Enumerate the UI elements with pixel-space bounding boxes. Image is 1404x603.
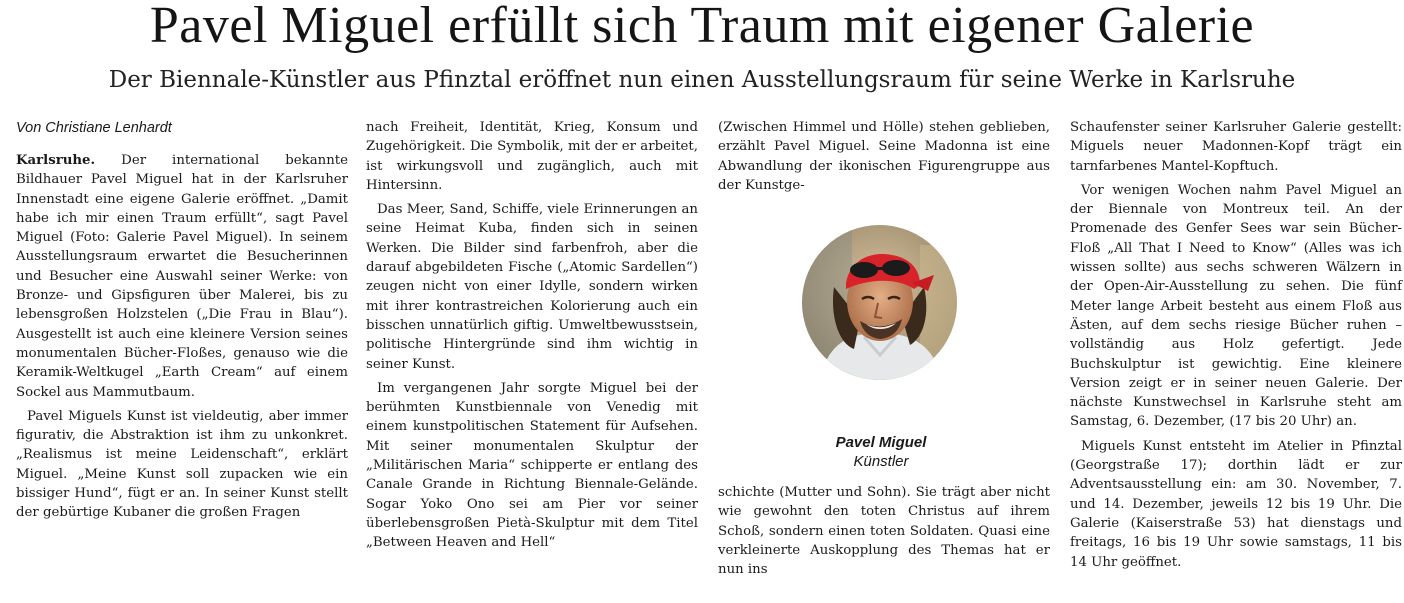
article-column-2 <box>366 118 698 553</box>
caption-name: Pavel Miguel <box>835 434 927 451</box>
photo-caption <box>770 433 992 471</box>
byline: Von Christiane Lenhardt <box>16 120 172 136</box>
article-column-1 <box>16 118 348 523</box>
paragraph: schichte (Mutter und Sohn). Sie trägt aber nicht wie gewohnt den toten Christus auf ihrem Schoß, sondern einen toten Soldaten. Quasi eine verkleinerte Auskopplung des Themas hat er nun ins <box>718 485 1050 578</box>
subheadline: Der Biennale-Künstler aus Pfinztal eröffnet nun einen Ausstellungsraum für seine Werke in Karlsruhe <box>108 67 1296 93</box>
article-column-4 <box>1070 118 1402 572</box>
paragraph: nach Freiheit, Identität, Krieg, Konsum und Zugehörigkeit. Die Symbolik, mit der er arbeitet, ist wirkungsvoll und zugänglich, auch mit Hintersinn. <box>366 120 698 193</box>
portrait-illustration <box>802 225 957 380</box>
paragraph: Miguels Kunst entsteht im Atelier in Pfinztal (Georgstraße 17); dorthin lädt er zur Adventsausstellung ein: am 30. November, 7. und 14. Dezember, jeweils 12 bis 19 Uhr. Die Galerie (Kaiserstraße 53) hat dienstags und freitags, 16 bis 19 Uhr sowie samstags, 11 bis 14 Uhr geöffnet. <box>1070 438 1402 570</box>
author-photo <box>790 225 970 380</box>
paragraph: (Zwischen Himmel und Hölle) stehen geblieben, erzählt Pavel Miguel. Seine Madonna ist eine Abwandlung der ikonischen Figurengruppe aus der Kunstge- <box>718 120 1050 193</box>
paragraph: Vor wenigen Wochen nahm Pavel Miguel an der Biennale von Montreux teil. An der Promenade des Genfer Sees war sein Bücher-Floß „All That I Need to Know“ (Alles was ich wissen sollte) aus sechs schweren Wälzern in der Open-Air-Ausstellung zu sehen. Die fünf Meter lange Arbeit besteht aus einem Floß aus Ästen, auf dem sechs riesige Bücher ruhen – vollständig aus Holz gefertigt. Jede Buchskulptur ist gewichtig. Eine kleinere Version zeigt er in seiner neuen Galerie. Der nächste Kunstwechsel in Karlsruhe steht am Samstag, 6. Dezember, (17 bis 20 Uhr) an. <box>1070 182 1402 430</box>
dateline: Karlsruhe. <box>16 153 96 168</box>
paragraph <box>16 151 348 402</box>
paragraph-text: Der international bekannte Bildhauer Pavel Miguel hat in der Karlsruher Innenstadt eine eigene Galerie eröffnet. „Damit habe ich mir einen Traum erfüllt“, sagt Pavel Miguel (Foto: Galerie Pavel Miguel). In seinem Ausstellungsraum erwartet die Besucherinnen und Besucher eine Auswahl seiner Werke: von Bronze- und Gipsfiguren über Malerei, bis zu lebensgroßen Holzstelen („Die Frau in Blau“). Ausgestellt ist auch eine kleinere Version seines monumentalen Bücher-Floßes, genauso wie die Keramik-Weltkugel „Earth Cream“ auf einem Sockel aus Mammutbaum. <box>16 153 348 400</box>
portrait-image <box>802 225 957 380</box>
paragraph: Das Meer, Sand, Schiffe, viele Erinnerungen an seine Heimat Kuba, finden sich in seinen Werken. Die Bilder sind farbenfroh, aber die darauf abgebildeten Fische („Atomic Sardellen“) zeugen nicht von einer Idylle, sondern wirken mit ihrer kontrastreichen Kolorierung auch ein bisschen unnatürlich giftig. Umweltbewusstsein, politische Hintergründe sind ihm wichtig in seiner Kunst. <box>366 202 698 372</box>
article-column-3-upper <box>718 118 1050 195</box>
caption-role: Künstler <box>853 453 909 470</box>
article-column-3-lower <box>718 483 1050 579</box>
paragraph: Im vergangenen Jahr sorgte Miguel bei der berühmten Kunstbiennale von Venedig mit einem kunstpolitischen Statement für Aufsehen. Mit seiner monumentalen Skulptur der „Militärischen Maria“ schipperte er entlang des Canale Grande in Richtung Biennale-Gelände. Sogar Yoko Ono sei am Pier vor seiner überlebensgroßen Pietà-Skulptur mit dem Titel „Between Heaven and Hell“ <box>366 380 698 551</box>
paragraph: Pavel Miguels Kunst ist vieldeutig, aber immer figurativ, die Abstraktion ist ihm zu unkonkret. „Realismus ist meine Leidenschaft“, erklärt Miguel. „Meine Kunst soll zupacken wie ein bissiger Hund“, fügt er an. In seiner Kunst stellt der gebürtige Kubaner die großen Fragen <box>16 408 348 521</box>
headline: Pavel Miguel erfüllt sich Traum mit eigener Galerie <box>149 0 1255 54</box>
paragraph: Schaufenster seiner Karlsruher Galerie gestellt: Miguels neuer Madonnen-Kopf trägt ein tarnfarbenes Mantel-Kopftuch. <box>1070 120 1402 174</box>
